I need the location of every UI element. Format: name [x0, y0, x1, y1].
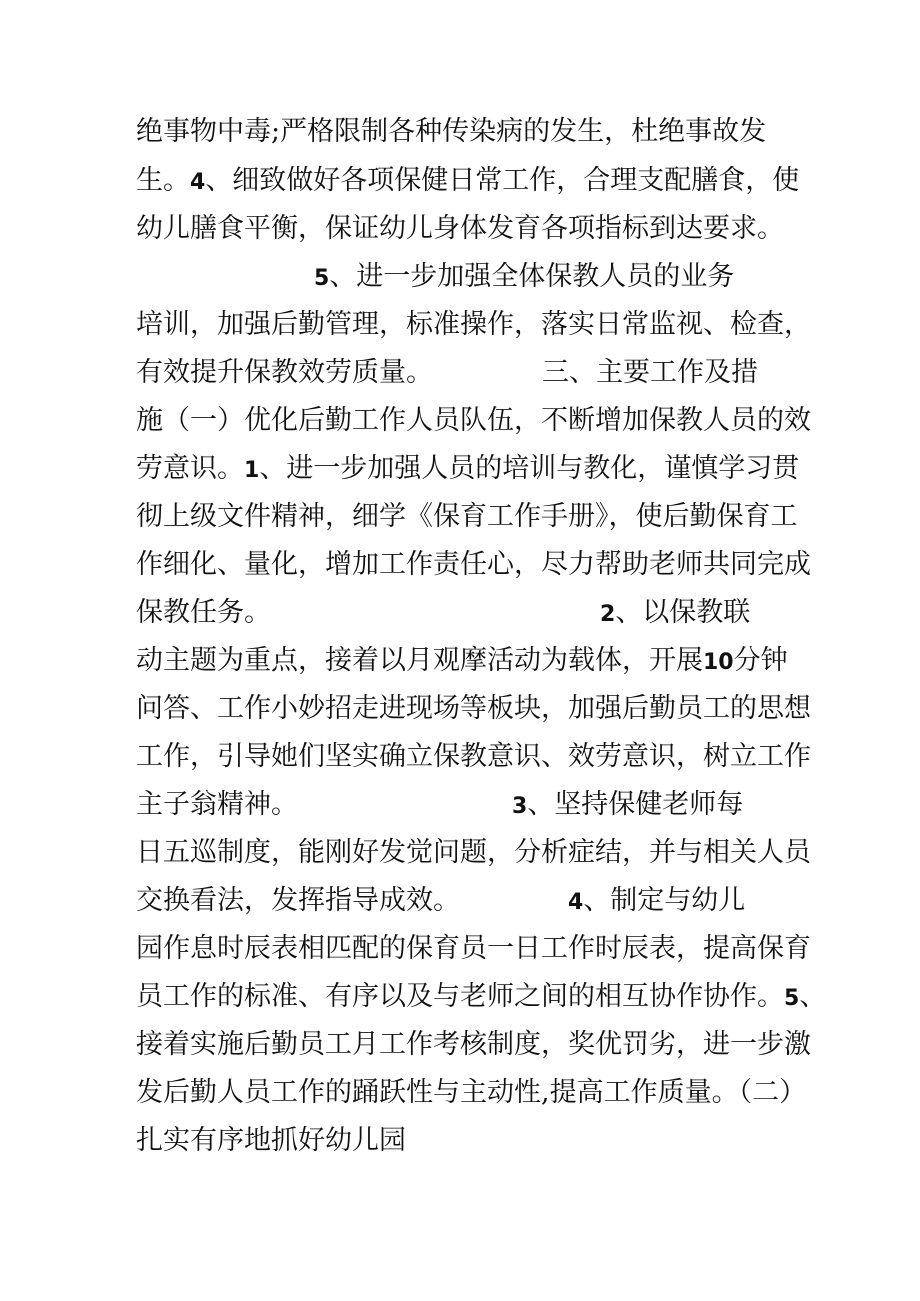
text-line-7	[136, 398, 811, 444]
text-run-right	[512, 782, 743, 830]
list-number: 2	[600, 602, 616, 627]
text-line-3	[136, 206, 784, 252]
list-number: 1	[244, 458, 260, 483]
text-run: 生。	[136, 165, 190, 196]
list-number: 3	[512, 794, 528, 819]
list-number: 5	[314, 266, 330, 291]
text-run: 幼儿膳食平衡，保证幼儿身体发育各项指标到达要求。	[136, 213, 784, 244]
text-line-22	[136, 1118, 406, 1164]
text-run: 三、主要工作及措	[542, 357, 758, 388]
text-line-8	[136, 446, 799, 492]
text-run: 保教任务。	[136, 597, 271, 628]
text-run-right	[600, 590, 750, 638]
text-run: 施（一）优化后勤工作人员队伍，不断增加保教人员的效	[136, 405, 811, 436]
text-line-1	[136, 109, 766, 155]
text-run: 日五巡制度，能刚好发觉问题，分析症结，并与相关人员	[136, 837, 811, 868]
text-run: 员工作的标准、有序以及与老师之间的相互协作协作。	[136, 981, 784, 1012]
text-run: 接着实施后勤员工月工作考核制度，奖优罚劣，进一步激	[136, 1029, 811, 1060]
text-run: 主子翁精神。	[136, 789, 298, 820]
text-line-18	[136, 926, 811, 972]
text-run: 有效提升保教效劳质量。	[136, 357, 433, 388]
text-line-9	[136, 494, 798, 540]
number: 10	[703, 650, 734, 675]
text-run: 分钟	[733, 645, 788, 676]
text-run: 、进一步加强全体保教人员的业务	[329, 261, 735, 292]
text-run-right	[568, 878, 745, 926]
text-run: 、细致做好各项保健日常工作，合理支配膳食，使	[205, 165, 800, 196]
text-line-21	[136, 1070, 806, 1116]
text-run: 劳意识。	[136, 453, 244, 484]
text-line-17	[136, 878, 746, 924]
text-run: 交换看法，发挥指导成效。	[136, 885, 460, 916]
text-run: 作细化、量化，增加工作责任心，尽力帮助老师共同完成	[136, 549, 811, 580]
text-run: 彻上级文件精神，细学《保育工作手册》，使后勤保育工	[136, 501, 798, 532]
text-line-19	[136, 974, 826, 1020]
text-line-2	[136, 158, 799, 204]
text-line-5	[136, 302, 811, 348]
text-line-20	[136, 1022, 811, 1068]
text-run: 、制定与幼儿	[583, 885, 746, 916]
text-line-14	[136, 734, 811, 780]
list-number: 5	[784, 986, 800, 1011]
text-run: 发后勤人员工作的踊跃性与主动性,提高工作质量。（二）	[136, 1077, 807, 1108]
text-run: 扎实有序地抓好幼儿园	[136, 1125, 406, 1156]
list-number: 4	[190, 170, 206, 195]
text-run: 、进一步加强人员的培训与教化，谨慎学习贯	[259, 453, 800, 484]
text-run: 、以保教联	[615, 597, 751, 628]
text-line-11	[136, 590, 751, 636]
text-run: 培训，加强后勤管理，标准操作，落实日常监视、检查，	[136, 309, 811, 340]
text-line-10	[136, 542, 811, 588]
text-line-12	[136, 638, 788, 684]
text-line-4	[314, 254, 734, 300]
text-line-16	[136, 830, 811, 876]
text-run: 问答、工作小妙招走进现场等板块，加强后勤员工的思想	[136, 693, 811, 724]
list-number: 4	[568, 890, 584, 915]
text-line-15	[136, 782, 744, 828]
text-line-6	[136, 350, 758, 396]
text-run: 动主题为重点，接着以月观摩活动为载体，开展	[136, 645, 703, 676]
text-run: 绝事物中毒;严格限制各种传染病的发生，杜绝事故发	[136, 116, 767, 147]
text-line-13	[136, 686, 811, 732]
text-run: 工作，引导她们坚实确立保教意识、效劳意识，树立工作	[136, 741, 811, 772]
text-run: 园作息时辰表相匹配的保育员一日工作时辰表，提高保育	[136, 933, 811, 964]
text-run: 、	[799, 981, 827, 1012]
text-run: 、坚持保健老师每	[527, 789, 744, 820]
